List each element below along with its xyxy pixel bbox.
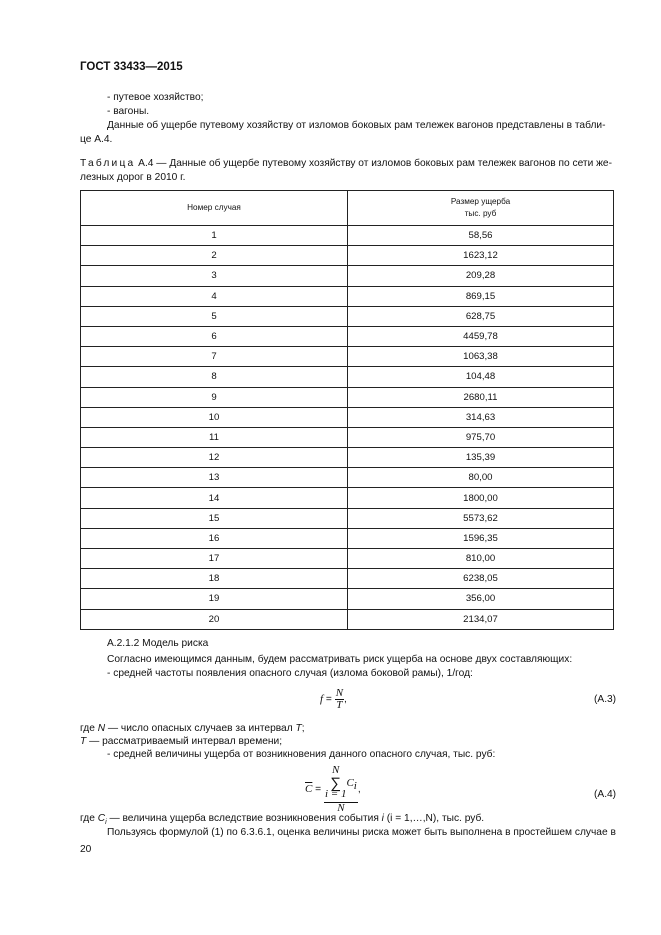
where-n-var: N [97, 723, 106, 734]
table-row [81, 549, 614, 569]
table-header-row [81, 191, 614, 226]
intro-paragraph: Данные об ущербе путевому хозяйству от изломов боковых рам тележек вагонов представлены в табли- [107, 120, 606, 131]
formula-a4-term-sub: i [353, 780, 357, 793]
cell-case-number: 6 [81, 326, 348, 346]
table-row [81, 226, 614, 246]
formula-a3-num: N [335, 687, 344, 699]
table-row [81, 508, 614, 528]
cell-case-number: 4 [81, 286, 348, 306]
formula-a4-upper: N [332, 764, 340, 776]
formula-a3 [320, 688, 347, 711]
table-row [81, 448, 614, 468]
formula-a4-term: C [346, 777, 354, 790]
formula-a3-lhs: f [320, 693, 324, 706]
formula-a4-fraction [324, 765, 358, 814]
table-row [81, 427, 614, 447]
cell-case-number: 10 [81, 407, 348, 427]
cell-case-number: 20 [81, 609, 348, 629]
cell-damage-value: 1623,12 [348, 246, 614, 266]
table-row [81, 306, 614, 326]
col-header-damage [348, 191, 614, 226]
cell-case-number: 5 [81, 306, 348, 326]
table-caption-label: Таблица [80, 158, 136, 169]
table-row [81, 589, 614, 609]
col-header-damage-line2: тыс. руб [464, 209, 497, 218]
cell-case-number: 12 [81, 448, 348, 468]
table-caption [80, 157, 612, 171]
cell-damage-value: 628,75 [348, 306, 614, 326]
cell-damage-value: 975,70 [348, 427, 614, 447]
cell-damage-value: 1063,38 [348, 347, 614, 367]
cell-damage-value: 1800,00 [348, 488, 614, 508]
table-row [81, 488, 614, 508]
cell-damage-value: 314,63 [348, 407, 614, 427]
cell-damage-value: 810,00 [348, 549, 614, 569]
formula-a3-tail: , [344, 694, 347, 706]
cell-case-number: 9 [81, 387, 348, 407]
cell-case-number: 8 [81, 367, 348, 387]
where-c-pre: где [80, 813, 98, 824]
formula-a4-sigma: ∑ [330, 775, 342, 792]
table-row [81, 326, 614, 346]
formula-a4-den: N [337, 802, 345, 814]
table-row [81, 407, 614, 427]
table-row [81, 286, 614, 306]
table-row [81, 347, 614, 367]
table-row [81, 528, 614, 548]
cell-damage-value: 6238,05 [348, 569, 614, 589]
cell-case-number: 3 [81, 266, 348, 286]
where-n-pre: где [80, 723, 98, 734]
where-n-line [80, 722, 305, 736]
cell-damage-value: 104,48 [348, 367, 614, 387]
where-c-sub: i [105, 819, 107, 827]
cell-case-number: 17 [81, 549, 348, 569]
intro-paragraph-continuation: це А.4. [80, 134, 113, 145]
cell-case-number: 7 [81, 347, 348, 367]
formula-a4-tail: , [357, 784, 361, 796]
cell-case-number: 16 [81, 528, 348, 548]
col-header-case: Номер случая [81, 191, 348, 226]
where-t-line [80, 735, 282, 749]
where-c-text: — величина ущерба вследствие возникновения события [106, 813, 382, 824]
formula-a4 [305, 765, 361, 814]
cell-case-number: 19 [81, 589, 348, 609]
table-row [81, 246, 614, 266]
formula-a4-lower: i = 1 [324, 788, 347, 800]
cell-case-number: 18 [81, 569, 348, 589]
where-c-var: C [97, 813, 106, 824]
cell-case-number: 11 [81, 427, 348, 447]
table-caption-text: А.4 — Данные об ущербе путевому хозяйству от изломов боковых рам тележек вагонов по сети же- [135, 158, 612, 169]
table-caption-line2: лезных дорог в 2010 г. [80, 172, 186, 183]
where-n-end: ; [301, 723, 305, 734]
list-item-average: - средней величины ущерба от возникновения данного опасного случая, тыс. руб: [107, 749, 496, 760]
page-number: 20 [80, 844, 92, 855]
table-body [81, 226, 614, 630]
formula-a3-eq: = [323, 694, 335, 706]
table-row [81, 569, 614, 589]
cell-case-number: 15 [81, 508, 348, 528]
section-heading: А.2.1.2 Модель риска [107, 638, 209, 649]
section-paragraph: Согласно имеющимся данным, будем рассматривать риск ущерба на основе двух составляющих: [107, 654, 573, 665]
formula-a4-lhs: $\overline{C}$ [305, 783, 313, 796]
where-c-range: (i = 1,…,N), тыс. руб. [383, 813, 485, 824]
cell-damage-value: 356,00 [348, 589, 614, 609]
equation-number-a4: (А.4) [594, 789, 617, 800]
where-t-var: T [80, 736, 87, 747]
cell-case-number: 13 [81, 468, 348, 488]
damage-table [80, 190, 614, 630]
where-c-ivar: i [381, 813, 384, 824]
formula-a3-fraction [335, 688, 344, 711]
formula-a3-den: T [336, 699, 343, 711]
cell-damage-value: 2680,11 [348, 387, 614, 407]
closing-paragraph: Пользуясь формулой (1) по 6.3.6.1, оценка величины риска может быть выполнена в простейшем случае в [107, 827, 616, 838]
table-row [81, 266, 614, 286]
list-item-track: - путевое хозяйство; [107, 92, 204, 103]
list-item-frequency: - средней частоты появления опасного случая (излома боковой рамы), 1/год: [107, 668, 473, 679]
cell-case-number: 1 [81, 226, 348, 246]
cell-damage-value: 1596,35 [348, 528, 614, 548]
cell-damage-value: 135,39 [348, 448, 614, 468]
list-item-wagons: - вагоны. [107, 106, 150, 117]
formula-a4-eq: = [312, 784, 324, 796]
cell-case-number: 14 [81, 488, 348, 508]
where-n-text: — число опасных случаев за интервал [105, 723, 296, 734]
cell-damage-value: 80,00 [348, 468, 614, 488]
cell-damage-value: 58,56 [348, 226, 614, 246]
table-row [81, 367, 614, 387]
cell-damage-value: 2134,07 [348, 609, 614, 629]
where-t-text: — рассматриваемый интервал времени; [86, 736, 283, 747]
col-header-damage-line1: Размер ущерба [450, 197, 511, 206]
table-row [81, 468, 614, 488]
cell-damage-value: 209,28 [348, 266, 614, 286]
cell-damage-value: 5573,62 [348, 508, 614, 528]
where-n-var2: T [295, 723, 302, 734]
equation-number-a3: (А.3) [594, 694, 617, 705]
cell-damage-value: 869,15 [348, 286, 614, 306]
table-row [81, 387, 614, 407]
cell-damage-value: 4459,78 [348, 326, 614, 346]
cell-case-number: 2 [81, 246, 348, 266]
document-header: ГОСТ 33433—2015 [80, 61, 183, 73]
table-row [81, 609, 614, 629]
